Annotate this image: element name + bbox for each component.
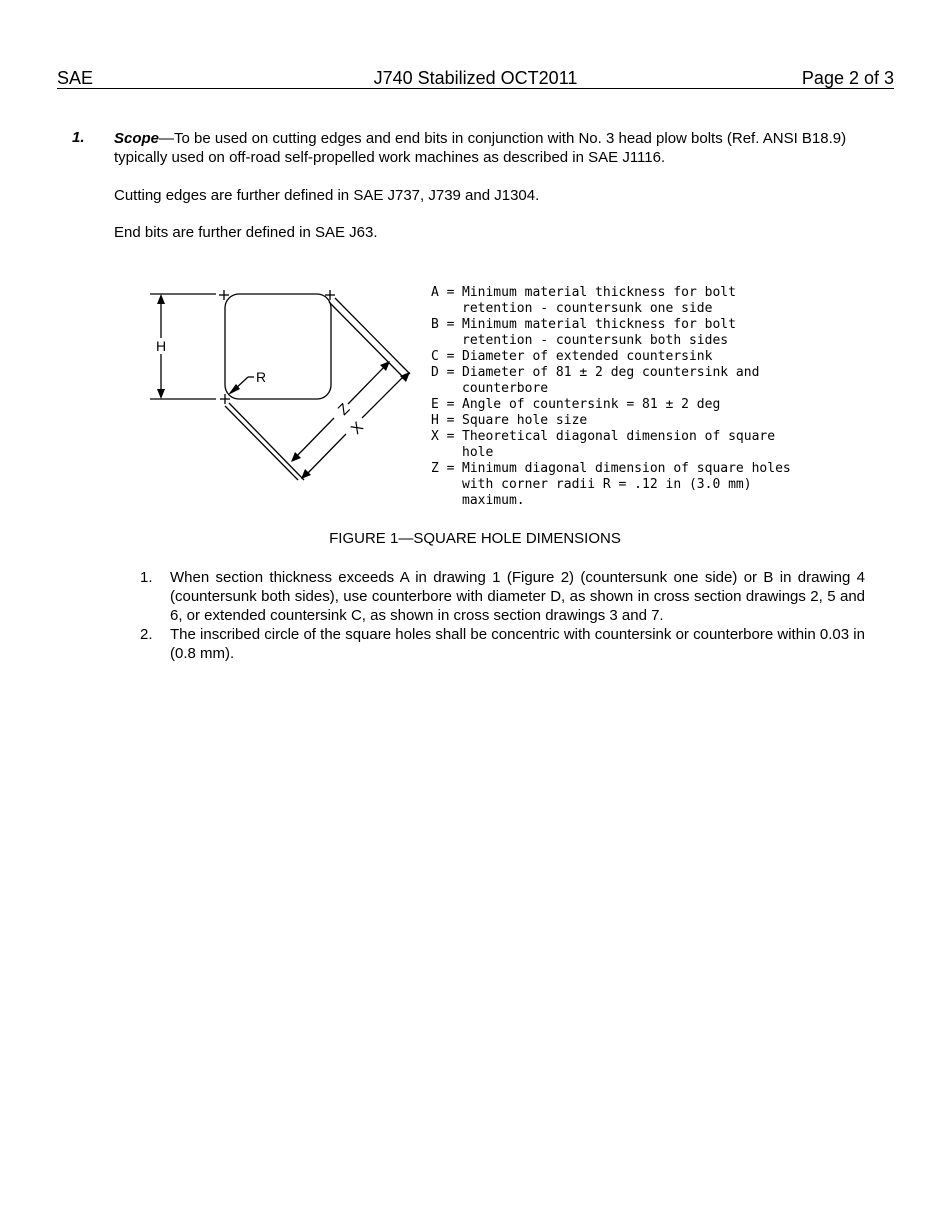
legend-entry: X = Theoretical diagonal dimension of square — [431, 429, 776, 444]
header-org: SAE — [57, 68, 94, 88]
end-bits-paragraph: End bits are further defined in SAE J63. — [114, 224, 378, 241]
x-dim-line-upper — [362, 374, 406, 418]
cutting-edges-paragraph: Cutting edges are further defined in SAE J737, J739 and J1304. — [114, 187, 540, 204]
note-text: The inscribed circle of the square holes shall be concentric with countersink or counterbore within 0.03 in (0.8 mm). — [170, 626, 865, 662]
z-extension-left — [225, 406, 298, 480]
section-number: 1. — [72, 129, 85, 146]
legend-entry-cont: retention - countersunk one side — [462, 301, 713, 316]
legend-entry: C = Diameter of extended countersink — [431, 349, 713, 364]
figure-caption: FIGURE 1—SQUARE HOLE DIMENSIONS — [329, 530, 621, 547]
legend-entry: A = Minimum material thickness for bolt — [431, 285, 736, 300]
list-item — [140, 625, 865, 663]
figure-legend — [431, 285, 901, 509]
h-label: H — [156, 338, 167, 354]
legend-entry-cont: maximum. — [462, 493, 525, 508]
page-header — [57, 68, 894, 89]
header-page-number: Page 2 of 3 — [801, 68, 894, 88]
square-hole-drawing — [148, 282, 420, 492]
note-text: When section thickness exceeds A in drawing 1 (Figure 2) (countersunk one side) or B in drawing 4 (countersunk both sides), use counterbore with diameter D, as shown in cross section drawings 2, 5 and 6, or extended countersink C, as shown in cross section drawings 3 and 7. — [170, 569, 865, 624]
legend-entry-cont: counterbore — [462, 381, 549, 396]
legend-entry: Z = Minimum diagonal dimension of square holes — [431, 461, 791, 476]
x-label: X — [347, 418, 367, 438]
list-item — [140, 568, 865, 625]
note-number: 2. — [140, 626, 153, 643]
header-doc-id: J740 Stabilized OCT2011 — [373, 68, 578, 88]
z-extension-right — [329, 302, 402, 376]
legend-entry-cont: hole — [462, 445, 494, 460]
x-extension-right — [335, 298, 410, 374]
legend-entry: B = Minimum material thickness for bolt — [431, 317, 736, 332]
note-number: 1. — [140, 569, 153, 586]
r-label: R — [256, 369, 267, 385]
legend-entry-cont: with corner radii R = .12 in (3.0 mm) — [462, 477, 752, 492]
scope-body: —To be used on cutting edges and end bits in conjunction with No. 3 head plow bolts (Ref. ANSI B18.9) typically used on off-road self-propelled work machines as described in SAE J1116. — [114, 130, 847, 166]
notes-list — [140, 568, 865, 663]
legend-entry: E = Angle of countersink = 81 ± 2 deg — [431, 397, 721, 412]
legend-entry-cont: retention - countersunk both sides — [462, 333, 729, 348]
x-dim-line-lower — [305, 434, 346, 476]
x-extension-left — [229, 403, 304, 480]
legend-entry: H = Square hole size — [431, 413, 588, 428]
scope-paragraph — [114, 129, 874, 167]
legend-entry: D = Diameter of 81 ± 2 deg countersink and — [431, 365, 760, 380]
z-label: Z — [334, 400, 354, 419]
section-title: Scope — [114, 130, 160, 147]
